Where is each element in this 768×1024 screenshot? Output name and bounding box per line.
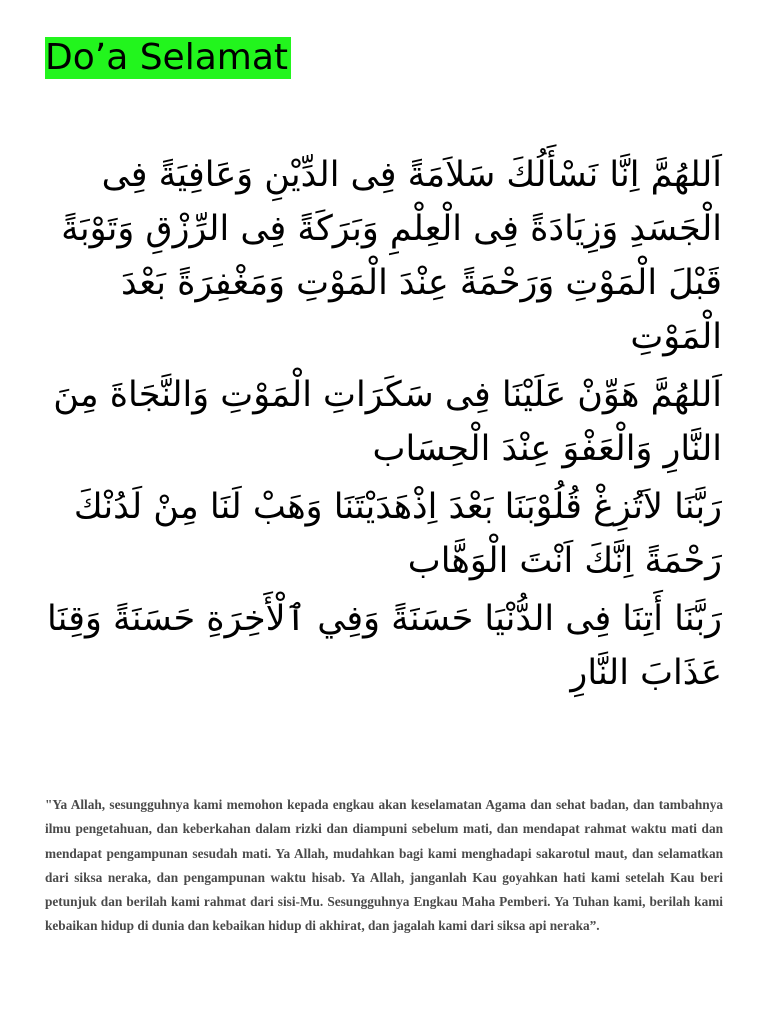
- arabic-paragraph-3: رَبَّنَا لاَتُزِغْ قُلُوْبَنَا بَعْدَ اِذْهَدَيْتَنَا وَهَبْ لَنَا مِنْ لَدُنْكَ رَحْمَةً اِنَّكَ اَنْتَ الْوَهَّاب: [73, 487, 722, 581]
- arabic-paragraph-2: اَللهُمَّ هَوِّنْ عَلَيْنَا فِى سَكَرَاتِ الْمَوْتِ وَالنَّجَاةَ مِنَ النَّارِ وَالْعَفْوَ عِنْدَ الْحِسَاب: [53, 375, 722, 469]
- translation-paragraph: "Ya Allah, sesungguhnya kami memohon kepada engkau akan keselamatan Agama dan sehat badan, dan tambahnya ilmu pengetahuan, dan keberkahan dalam rizki dan diampuni sebelum mati, dan mendapat rahmat waktu mati dan mendapat pengampunan sesudah mati. Ya Allah, mudahkan bagi kami menghadapi sakarotul maut, dan selamatkan dari siksa neraka, dan pengampunan waktu hisab. Ya Allah, janganlah Kau goyahkan hati kami setelah Kau beri petunjuk dan berilah kami rahmat dari sisi-Mu. Sesungguhnya Engkau Maha Pemberi. Ya Tuhan kami, berilah kami kebaikan hidup di dunia dan kebaikan hidup di akhirat, dan jagalah kami dari siksa api neraka”.: [45, 797, 723, 934]
- arabic-paragraph-1: اَللهُمَّ اِنَّا نَسْأَلُكَ سَلاَمَةً فِى الدِّيْنِ وَعَافِيَةً فِى الْجَسَدِ وَزِيَادَةً فِى الْعِلْمِ وَبَرَكَةً فِى الرِّزْقِ وَتَوْبَةً قَبْلَ الْمَوْتِ وَرَحْمَةً عِنْدَ الْمَوْتِ وَمَغْفِرَةً بَعْدَ الْمَوْتِ: [61, 155, 722, 357]
- document-title: Do’a Selamat: [45, 37, 291, 79]
- arabic-paragraph-4: رَبَّنَا أَتِنَا فِى الدُّنْيَا حَسَنَةً وَفِي ٱلْأَخِرَةِ حَسَنَةً وَقِنَا عَذَابَ النَّارِ: [47, 599, 722, 693]
- arabic-prayer-text: [40, 148, 722, 704]
